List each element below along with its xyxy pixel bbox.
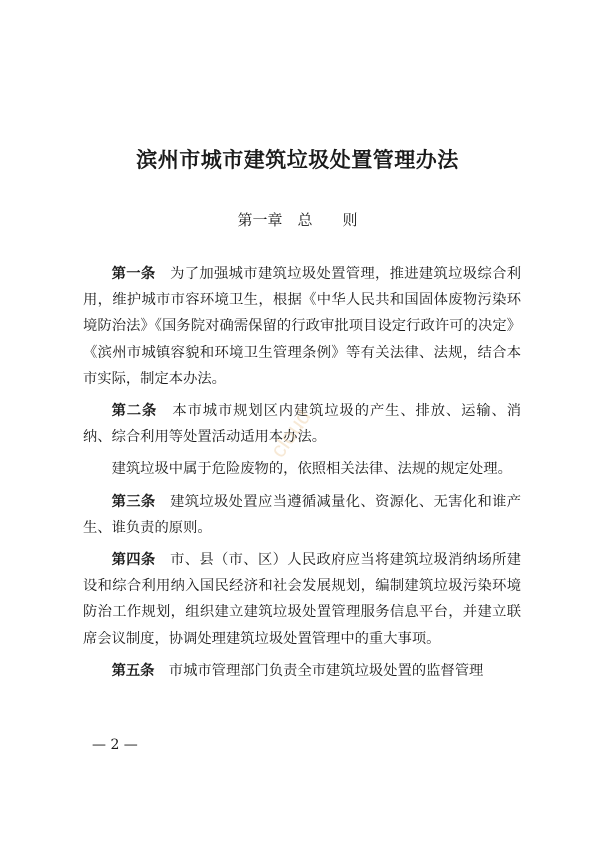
article-number: 第四条 — [111, 552, 156, 569]
article-text: 市城市管理部门负责全市建筑垃圾处置的监督管理 — [168, 662, 484, 679]
article-number: 第五条 — [111, 662, 155, 679]
document-title: 滨州市城市建筑垃圾处置管理办法 — [136, 147, 459, 172]
article-3 — [83, 489, 521, 541]
article-text: 为了加强城市建筑垃圾处置管理，推进建筑垃圾综合利用，维护城市市容环境卫生，根据《中华人民共和国固体废物污染环境防治法》《国务院对确需保留的行政审批项目设定行政许可的决定》《滨州市城镇容貌和环境卫生管理条例》等有关法律、法规，结合本市实际，制定本办法。 — [83, 266, 522, 387]
article-2 — [83, 398, 521, 450]
article-text: 本市城市规划区内建筑垃圾的产生、排放、运输、消纳、综合利用等处置活动适用本办法。 — [83, 403, 522, 446]
document-body — [83, 261, 521, 690]
article-number: 第三条 — [111, 493, 156, 510]
watermark-text: cloud — [265, 404, 316, 462]
article-number: 第二条 — [111, 403, 158, 420]
article-5 — [83, 658, 521, 684]
article-4 — [83, 547, 521, 652]
article-1 — [83, 261, 521, 392]
page-number: — 2 — — [92, 737, 138, 753]
article-text: 建筑垃圾处置应当遵循减量化、资源化、无害化和谁产生、谁负责的原则。 — [83, 493, 522, 536]
chapter-heading: 第一章 总 则 — [237, 211, 358, 229]
article-2-continued — [83, 456, 521, 482]
article-text: 市、县（市、区）人民政府应当将建筑垃圾消纳场所建设和综合利用纳入国民经济和社会发展规划，编制建筑垃圾污染环境防治工作规划，组织建立建筑垃圾处置管理服务信息平台，并建立联席会议制度，协调处理建筑垃圾处置管理中的重大事项。 — [83, 552, 522, 647]
article-text: 建筑垃圾中属于危险废物的，依照相关法律、法规的规定处理。 — [111, 461, 512, 478]
article-number: 第一条 — [111, 266, 156, 282]
